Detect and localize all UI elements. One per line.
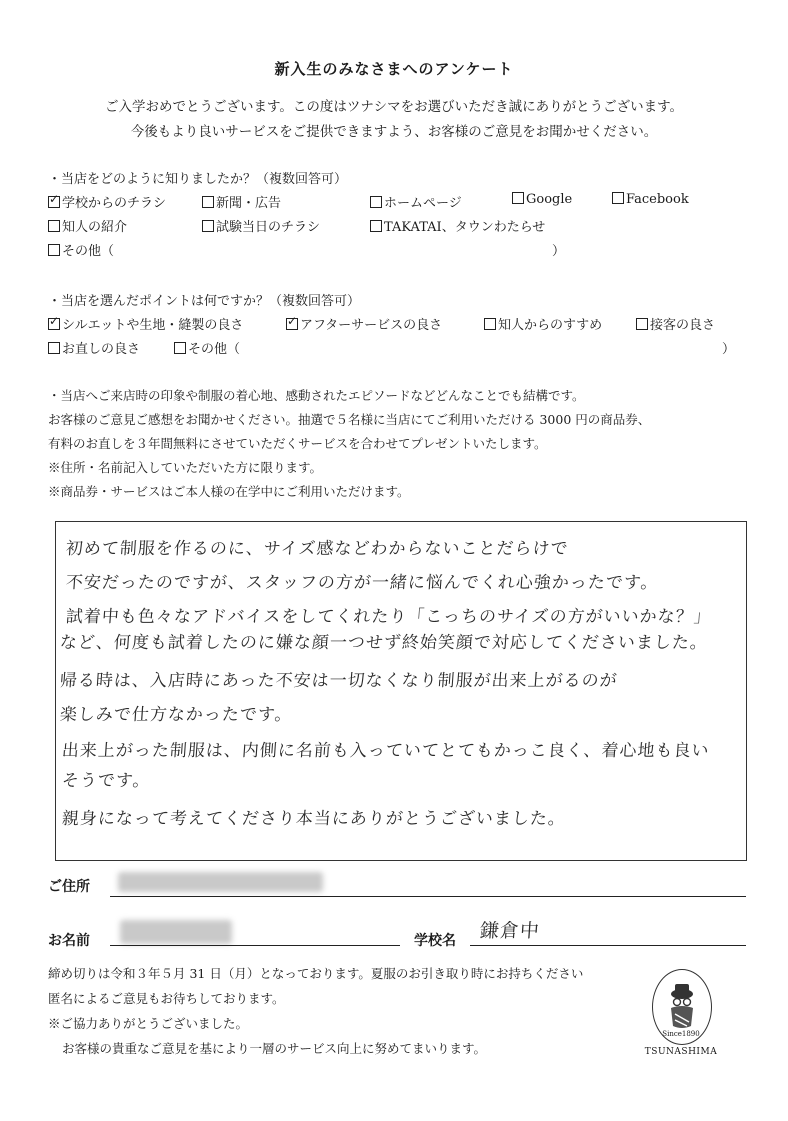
q3-line-5: ※商品券・サービスはご本人様の在学中にご利用いただけます。 bbox=[48, 484, 410, 499]
q1-option-google[interactable]: Google bbox=[512, 192, 572, 207]
comment-line-5: 帰る時は、入店時にあった不安は一切なくなり制服が出来上がるのが bbox=[59, 671, 619, 691]
checkbox[interactable] bbox=[636, 318, 648, 330]
footer-closing: お客様の貴重なご意見を基により一層のサービス向上に努めてまいります。 bbox=[62, 1041, 487, 1056]
checkbox[interactable] bbox=[48, 342, 60, 354]
logo-since: Since1890 bbox=[662, 1030, 700, 1038]
name-underline bbox=[110, 945, 400, 946]
comment-line-4: など、何度も試着したのに嫌な顔一つせず終始笑顔で対応してくださいました。 bbox=[59, 633, 709, 653]
checkbox[interactable] bbox=[174, 342, 186, 354]
checkbox[interactable] bbox=[202, 196, 214, 208]
checkbox[interactable] bbox=[484, 318, 496, 330]
comment-line-9: 親身になって考えてくださり本当にありがとうございました。 bbox=[61, 809, 567, 829]
q2-option-after-service[interactable]: ✓ アフターサービスの良さ bbox=[286, 314, 442, 333]
checkbox[interactable] bbox=[370, 196, 382, 208]
comment-line-2: 不安だったのですが、スタッフの方が一緒に悩んでくれ心強かったです。 bbox=[65, 573, 660, 593]
q1-option-acquaintance[interactable]: 知人の紹介 bbox=[48, 216, 127, 235]
school-label: 学校名 bbox=[414, 932, 456, 948]
intro-line-2: 今後もより良いサービスをご提供できますよう、お客様のご意見をお聞かせください。 bbox=[130, 124, 658, 140]
footer-thanks: ※ご協力ありがとうございました。 bbox=[48, 1016, 249, 1031]
checkbox[interactable] bbox=[512, 192, 524, 204]
q2-option-alteration[interactable]: お直しの良さ bbox=[48, 338, 140, 357]
q3-line-4: ※住所・名前記入していただいた方に限ります。 bbox=[48, 460, 323, 475]
checkbox-checked[interactable] bbox=[286, 318, 298, 330]
comment-line-6: 楽しみで仕方なかったです。 bbox=[59, 705, 294, 725]
q2-option-silhouette[interactable]: ✓シルエットや生地・縫製の良さ bbox=[48, 314, 243, 333]
logo-name: TSUNASHIMA bbox=[644, 1047, 718, 1057]
q1-option-school-flyer[interactable]: ✓学校からのチラシ bbox=[48, 192, 166, 211]
footer-deadline: 締め切りは令和３年５月 31 日（月）となっております。夏服のお引き取り時にお持ちください bbox=[48, 966, 584, 981]
footer-anonymous: 匿名によるご意見もお待ちしております。 bbox=[48, 991, 285, 1006]
survey-title: 新入生のみなさまへのアンケート bbox=[274, 60, 514, 78]
q1-option-homepage[interactable]: ホームページ bbox=[370, 192, 462, 211]
address-underline bbox=[110, 896, 746, 897]
comment-line-1: 初めて制服を作るのに、サイズ感などわからないことだらけで bbox=[65, 539, 570, 559]
q3-line-2: お客様のご意見ご感想をお聞かせください。抽選で５名様に当店にてご利用いただける 3000 円の商品券、 bbox=[48, 412, 651, 427]
comment-line-3: 試着中も色々なアドバイスをしてくれたり「こっちのサイズの方がいいかな？」 bbox=[65, 607, 713, 627]
school-value: 鎌倉中 bbox=[479, 920, 541, 942]
checkbox-checked[interactable] bbox=[48, 196, 60, 208]
q1-option-newspaper[interactable]: 新聞・広告 bbox=[202, 192, 281, 211]
q1-option-other[interactable]: その他（ bbox=[48, 240, 114, 259]
q1-option-exam-flyer[interactable]: 試験当日のチラシ bbox=[202, 216, 320, 235]
q3-line-3: 有料のお直しを３年間無料にさせていただくサービスを合わせてプレゼントいたします。 bbox=[48, 436, 547, 451]
q2-option-customer-service[interactable]: 接客の良さ bbox=[636, 314, 715, 333]
q2-option-recommendation[interactable]: 知人からのすすめ bbox=[484, 314, 602, 333]
checkbox-checked[interactable] bbox=[48, 318, 60, 330]
q2-other-close-paren: ） bbox=[722, 342, 736, 357]
checkbox[interactable] bbox=[48, 220, 60, 232]
checkbox[interactable] bbox=[370, 220, 382, 232]
address-label: ご住所 bbox=[48, 878, 90, 894]
q2-option-other[interactable]: その他（ bbox=[174, 338, 240, 357]
comment-line-8: そうです。 bbox=[61, 771, 152, 791]
school-underline bbox=[470, 945, 746, 946]
comment-line-7: 出来上がった制服は、内側に名前も入っていてとてもかっこ良く、着心地も良い bbox=[61, 741, 711, 761]
q1-option-takatai[interactable]: TAKATAI、タウンわたらせ bbox=[370, 216, 545, 235]
checkbox[interactable] bbox=[48, 244, 60, 256]
q1-option-facebook[interactable]: Facebook bbox=[612, 192, 689, 207]
q3-line-1: ・当店へご来店時の印象や制服の着心地、感動されたエピソードなどどんなことでも結構です。 bbox=[48, 388, 585, 403]
address-redacted bbox=[118, 872, 323, 892]
checkbox[interactable] bbox=[202, 220, 214, 232]
name-label: お名前 bbox=[48, 932, 90, 948]
q2-question: ・当店を選んだポイントは何ですか？（複数回答可） bbox=[48, 294, 361, 309]
intro-line-1: ご入学おめでとうございます。この度はツナシマをお選びいただき誠にありがとうございます。 bbox=[104, 99, 684, 115]
q1-other-close-paren: ） bbox=[552, 244, 566, 259]
q1-question: ・当店をどのように知りましたか？（複数回答可） bbox=[48, 172, 348, 187]
checkbox[interactable] bbox=[612, 192, 624, 204]
name-redacted bbox=[120, 920, 232, 944]
